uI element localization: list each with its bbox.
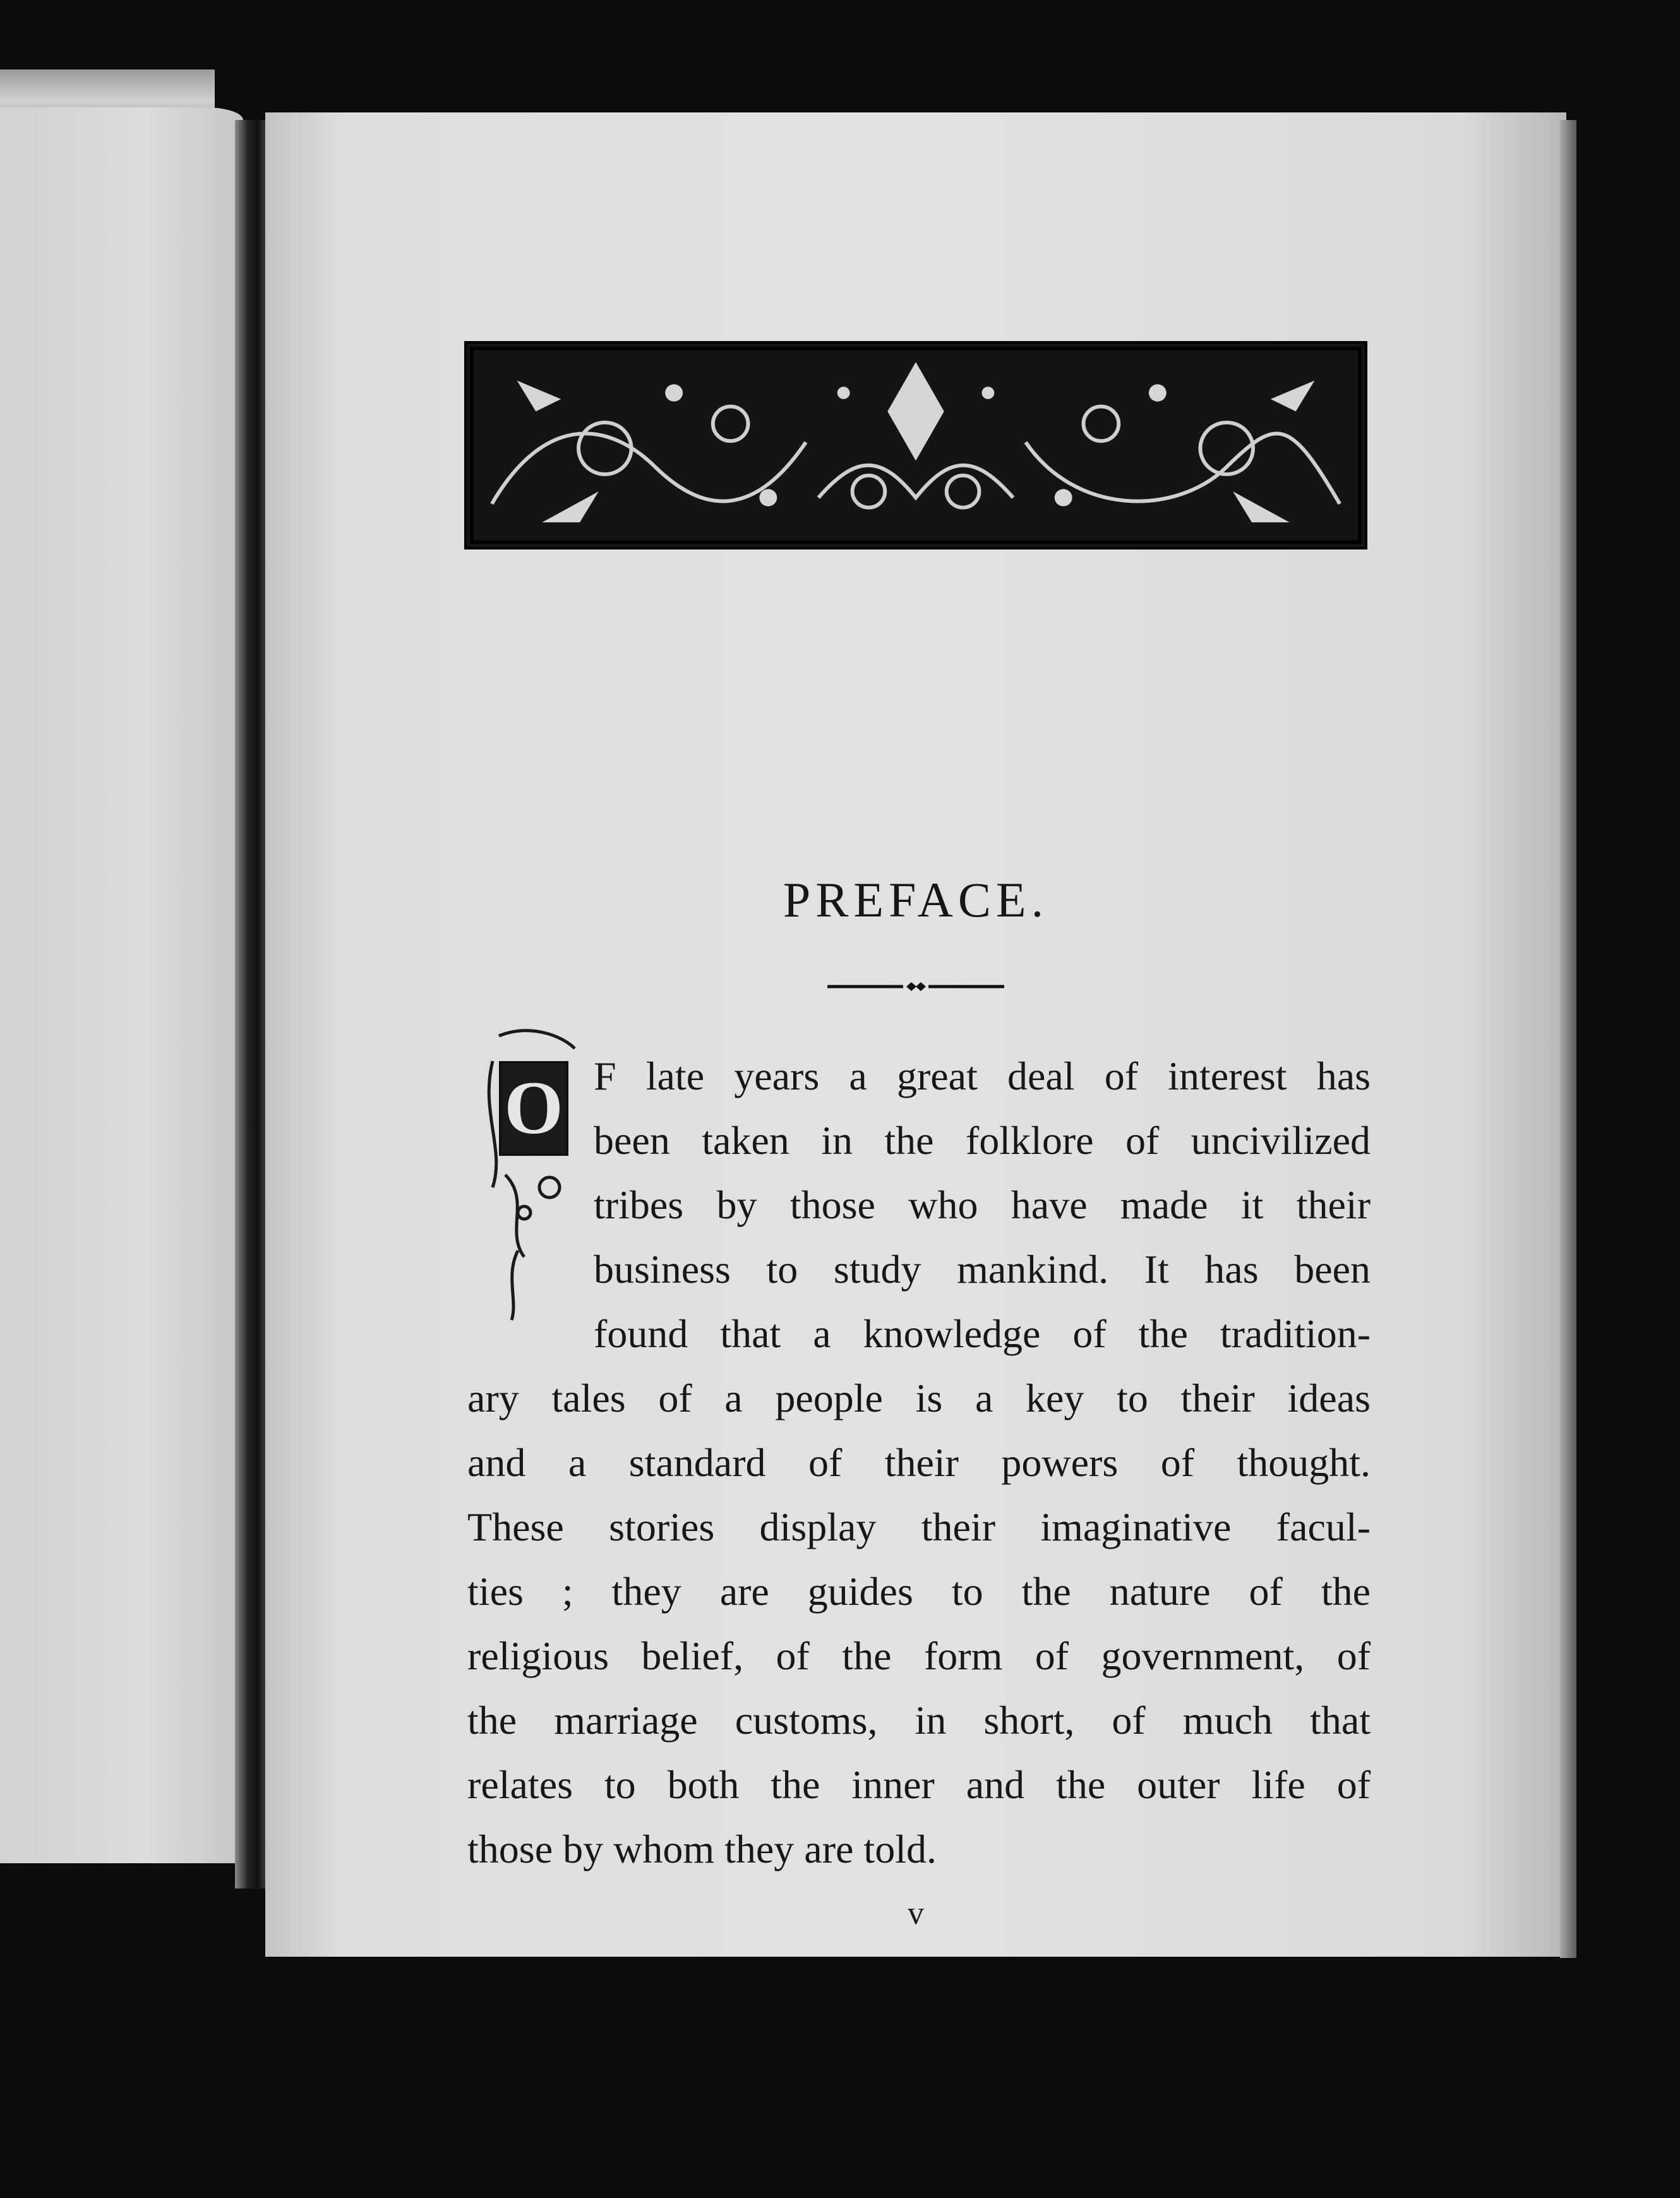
text-line: been taken in the folklore of uncivilized	[594, 1118, 1371, 1163]
text-line: found that a knowledge of the tradition-	[594, 1311, 1371, 1356]
dropcap-letter: O	[499, 1061, 568, 1156]
text-line: those by whom they are told.	[467, 1827, 937, 1871]
text-line: F late years a great deal of interest has	[594, 1054, 1371, 1098]
text-line: and a standard of their powers of thought.	[467, 1440, 1371, 1485]
text-line: tribes by those who have made it their	[594, 1182, 1371, 1227]
text-line: the marriage customs, in short, of much that	[467, 1698, 1371, 1743]
ornamental-rule-icon	[827, 980, 1004, 993]
page-number: v	[908, 1895, 924, 1931]
text-line: business to study mankind. It has been	[594, 1247, 1371, 1292]
headpiece-ornament-icon	[464, 341, 1367, 550]
right-page-edge	[1560, 120, 1576, 1958]
text-line: ties ; they are guides to the nature of the	[467, 1569, 1371, 1614]
text-line: ary tales of a people is a key to their ideas	[467, 1376, 1371, 1420]
text-line: These stories display their imaginative facul-	[467, 1504, 1371, 1549]
left-page	[0, 107, 243, 1863]
page-title: PREFACE.	[783, 872, 1049, 927]
text-line: relates to both the inner and the outer life of	[467, 1762, 1371, 1807]
text-line: religious belief, of the form of government, of	[467, 1633, 1371, 1678]
